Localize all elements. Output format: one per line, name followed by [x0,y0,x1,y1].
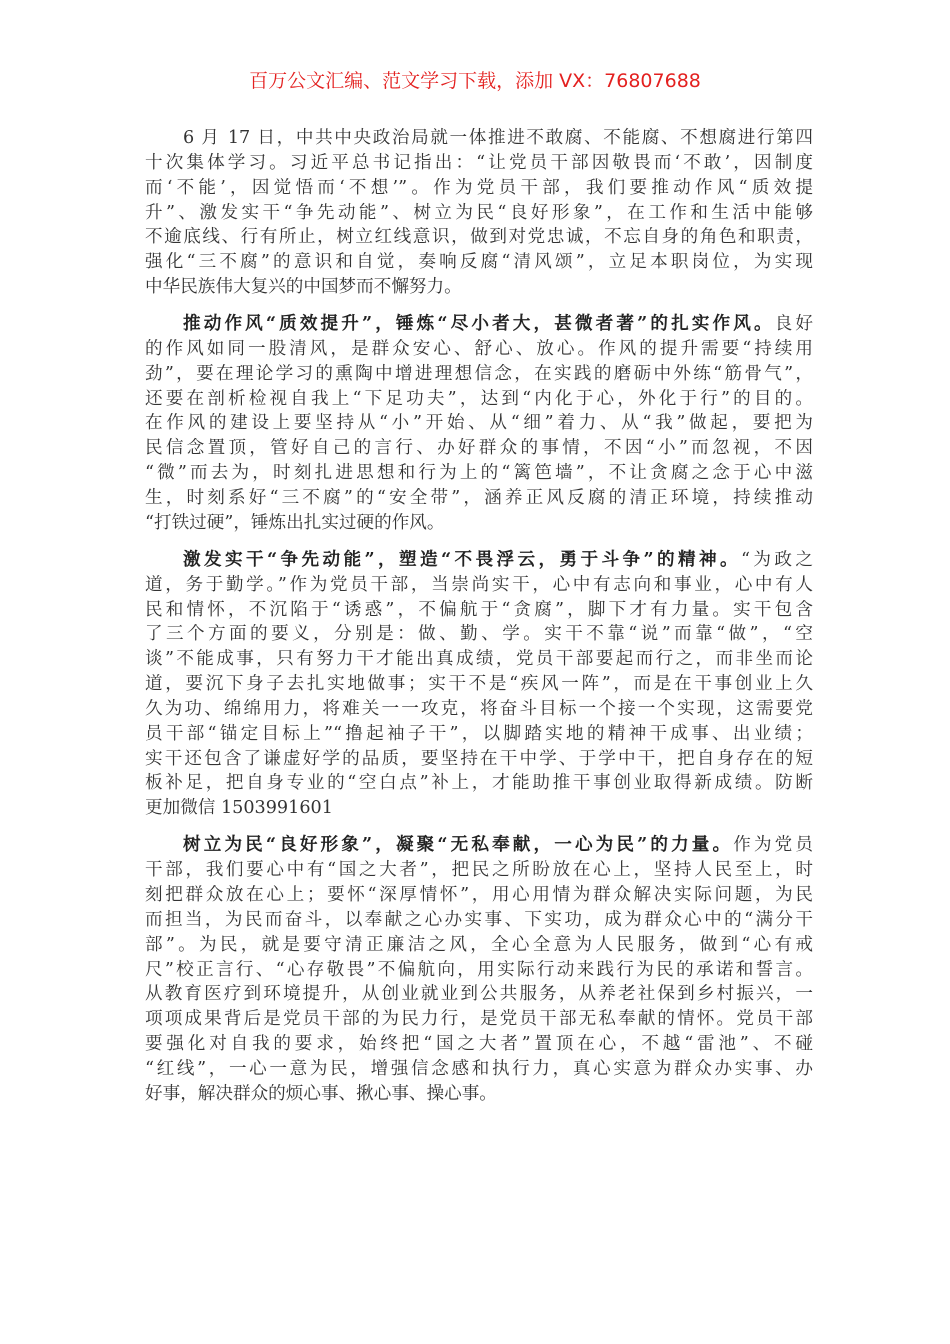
document-body [145,126,813,1119]
line-text: 不逾底线、行有所止，树立红线意识，做到对党忠诚，不忘自身的角色和职责， [145,227,813,248]
text-line [145,647,813,672]
line-text: 道，务于勤学。”作为党员干部，当崇尚实干，心中有志向和事业，心中有人 [145,574,813,595]
text-line [145,126,813,151]
text-line [145,312,813,337]
line-text: 6 月 17 日，中共中央政治局就一体推进不敢腐、不能腐、不想腐进行第四 [183,128,813,148]
line-text: 而担当，为民而奋斗，以奉献之心办实事、下实功，成为群众心中的“满分干 [145,909,813,930]
text-line [145,933,813,958]
text-line [145,672,813,697]
line-text: 久为功、绵绵用力，将难关一一攻克，将奋斗目标一个接一个实现，这需要党 [145,698,813,719]
text-line [145,1057,813,1082]
line-text: “微”而去为，时刻扎进思想和行为上的“篱笆墙”，不让贪腐之念于心中滋 [145,463,813,484]
text-line [145,486,813,511]
text-line [145,858,813,883]
line-text: 作为党员 [733,835,813,856]
line-text: 员干部“锚定目标上”“撸起袖子干”，以脚踏实地的精神干成事、出业绩； [145,723,813,744]
line-text: 了三个方面的要义，分别是：做、勤、学。实干不靠“说”而靠“做”，“空 [145,624,813,645]
line-text: 实干还包含了谦虚好学的品质，要坚持在干中学、于学中干，把自身存在的短 [145,748,813,769]
text-line [145,461,813,486]
text-line [145,362,813,387]
line-text: 道，要沉下身子去扎实地做事；实干不是“疾风一阵”，而是在干事创业上久 [145,674,813,695]
paragraph [145,126,813,300]
text-line [145,387,813,412]
line-text: 升”、激发实干“争先动能”、树立为民“良好形象”，在工作和生活中能够 [145,202,813,223]
text-line [145,908,813,933]
paragraph-heading: 激发实干“争先动能”，塑造“不畏浮云，勇于斗争”的精神。 [183,548,742,570]
line-text: “打铁过硬”，锤炼出扎实过硬的作风。 [145,512,445,533]
text-line [145,747,813,772]
line-text: 在作风的建设上要坚持从“小”开始、从“细”着力、从“我”做起，要把为 [145,413,813,434]
line-text: 良好 [774,314,813,335]
line-text: 谈”不能成事，只有努力干才能出真成绩，党员干部要起而行之，而非坐而论 [145,649,813,670]
text-line [145,883,813,908]
text-line [145,176,813,201]
line-text: 干部，我们要心中有“国之大者”，把民之所盼放在心上，坚持人民至上，时 [145,860,813,881]
line-text: 还要在剖析检视自我上“下足功夫”，达到“内化于心，外化于行”的目的。 [145,388,813,409]
line-text: 十次集体学习。习近平总书记指出：“让党员干部因敬畏而‘不敢’，因制度 [145,152,813,173]
paragraph-heading: 树立为民“良好形象”，凝聚“无私奉献，一心为民”的力量。 [183,834,734,856]
text-line [145,573,813,598]
text-line [145,250,813,275]
line-text: 强化“三不腐”的意识和自觉，奏响反腐“清风颂”，立足本职岗位，为实现 [145,252,813,273]
line-text: 好事，解决群众的烦心事、揪心事、操心事。 [145,1083,497,1104]
line-text: 从教育医疗到环境提升，从创业就业到公共服务，从养老社保到乡村振兴，一 [145,984,813,1005]
text-line [145,771,813,796]
text-line [145,722,813,747]
line-text: “红线”，一心一意为民，增强信念感和执行力，真心实意为群众办实事、办 [145,1058,813,1079]
line-text: 的作风如同一股清风，是群众安心、舒心、放心。作风的提升需要“持续用 [145,338,813,359]
line-text: 尺”校正言行、“心存敬畏”不偏航向，用实际行动来践行为民的承诺和誓言。 [145,959,813,980]
paragraph [145,833,813,1106]
paragraph-heading: 推动作风“质效提升”，锤炼“尽小者大，甚微者著”的扎实作风。 [183,313,775,335]
line-text: 板补足，把自身专业的“空白点”补上，才能助推干事创业取得新成绩。防断 [145,773,813,794]
line-text: 更加微信 1503991601 [145,798,333,819]
text-line [145,275,813,300]
text-line [145,1082,813,1107]
text-line [145,1032,813,1057]
paragraph [145,548,813,821]
text-line [145,436,813,461]
text-line [145,833,813,858]
line-text: 刻把群众放在心上；要怀“深厚情怀”，用心用情为群众解决实际问题，为民 [145,885,813,906]
text-line [145,982,813,1007]
text-line [145,622,813,647]
line-text: 劲”，要在理论学习的熏陶中增进理想信念，在实践的磨砺中外练“筋骨气”， [145,363,813,384]
line-text: 中华民族伟大复兴的中国梦而不懈努力。 [145,277,462,298]
text-line [145,796,813,821]
text-line [145,958,813,983]
line-text: 部”。为民，就是要守清正廉洁之风，全心全意为人民服务，做到“心有戒 [145,934,813,955]
line-text: 生，时刻系好“三不腐”的“安全带”，涵养正风反腐的清正环境，持续推动 [145,488,813,508]
text-line [145,151,813,176]
line-text: 民和情怀，不沉陷于“诱惑”，不偏航于“贪腐”，脚下才有力量。实干包含 [145,599,813,620]
line-text: “为政之 [741,549,814,570]
line-text: 民信念置顶，管好自己的言行、办好群众的事情，不因“小”而忽视，不因 [145,438,813,459]
text-line [145,697,813,722]
text-line [145,548,813,573]
text-line [145,225,813,250]
text-line [145,598,813,623]
text-line [145,1007,813,1032]
watermark-header: 百万公文汇编、范文学习下载，添加 VX：76807688 [249,70,701,92]
line-text: 而‘不能’，因觉悟而‘不想’”。作为党员干部，我们要推动作风“质效提 [145,177,813,198]
text-line [145,337,813,362]
text-line [145,511,813,536]
text-line [145,201,813,226]
text-line [145,411,813,436]
line-text: 要强化对自我的要求，始终把“国之大者”置顶在心，不越“雷池”、不碰 [145,1034,813,1055]
line-text: 项项成果背后是党员干部的为民力行，是党员干部无私奉献的情怀。党员干部 [145,1009,813,1030]
paragraph [145,312,813,536]
